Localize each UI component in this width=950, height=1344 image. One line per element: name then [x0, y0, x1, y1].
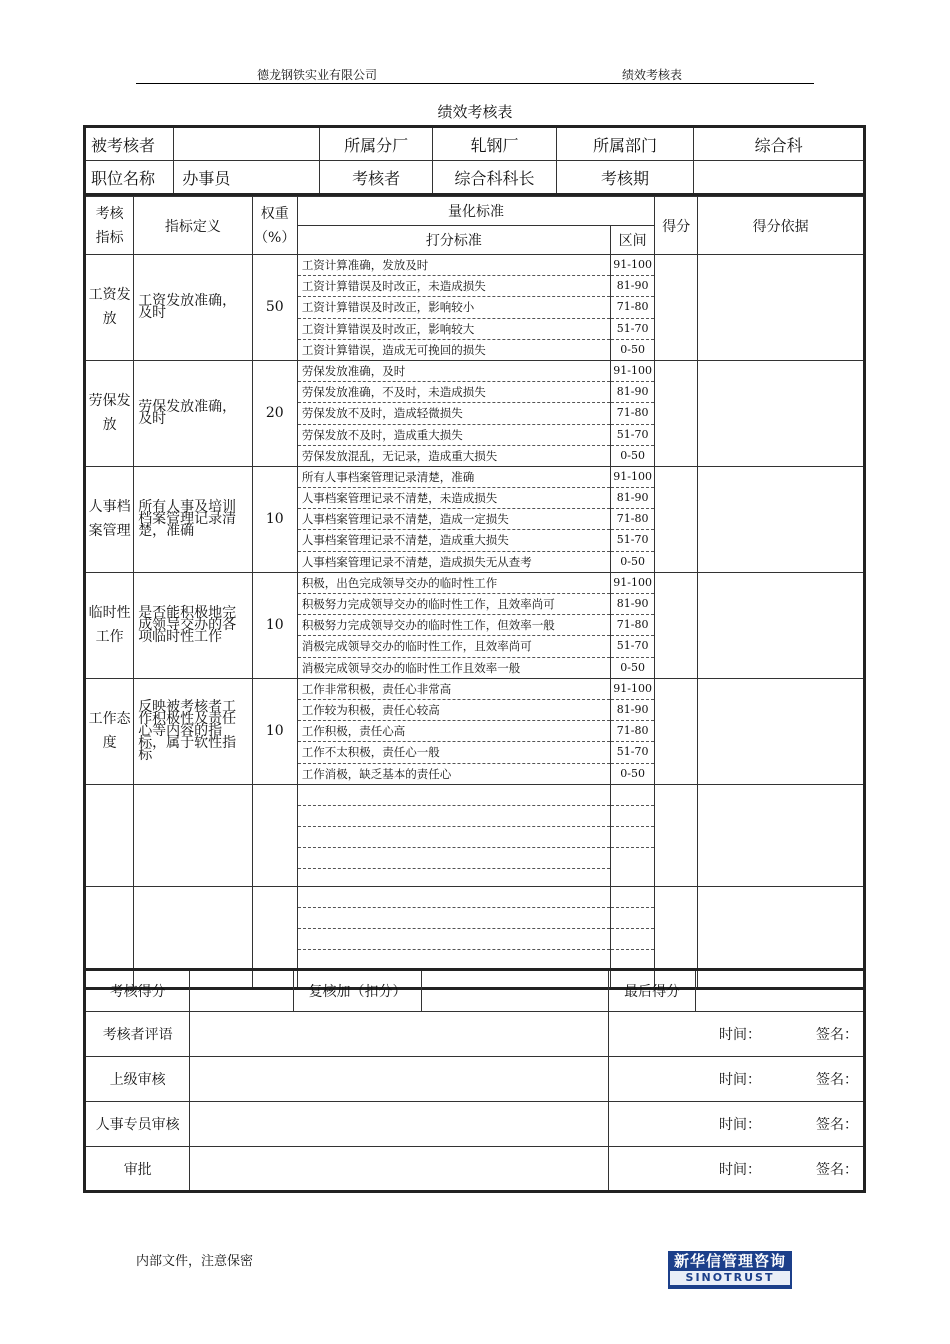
empty-cell[interactable]: [85, 784, 134, 886]
range-line: 91-100: [611, 361, 654, 382]
indicator-name: 工作态度: [85, 678, 134, 784]
empty-ranges: [611, 784, 655, 886]
blank-line: [298, 908, 610, 929]
score-cell[interactable]: [655, 466, 698, 572]
confidential-note: 内部文件，注意保密: [136, 1254, 254, 1269]
logo-en-text: SINOTRUST: [670, 1271, 790, 1285]
blank-line: [611, 785, 654, 806]
blank-line: [611, 908, 654, 929]
range-line: 71-80: [611, 297, 654, 318]
basis-cell[interactable]: [698, 572, 865, 678]
standard-line: 劳保发放准确，不及时，未造成损失: [298, 382, 610, 403]
range-line: 0-50: [620, 660, 645, 674]
blank-line: [611, 806, 654, 827]
standard-line: 劳保发放不及时，造成轻微损失: [298, 403, 610, 424]
range-line: 81-90: [611, 700, 654, 721]
indicator-name: 临时性工作: [85, 572, 134, 678]
standard-line: 所有人事档案管理记录清楚，准确: [298, 467, 610, 488]
header-indicator: 考核指标: [85, 197, 134, 255]
label-score: 考核得分: [85, 970, 190, 1012]
standard-line: 工作较为积极，责任心较高: [298, 700, 610, 721]
empty-cell[interactable]: [252, 784, 297, 886]
indicator-weight: 20: [252, 360, 297, 466]
header-definition: 指标定义: [134, 197, 252, 255]
standard-line: 工作非常积极，责任心非常高: [298, 679, 610, 700]
review-row: [85, 1012, 865, 1057]
range-line: 81-90: [611, 594, 654, 615]
indicator-definition: 所有人事及培训档案管理记录清楚，准确: [134, 466, 252, 572]
range-line: 0-50: [620, 554, 645, 568]
scoring-standards: [297, 678, 610, 784]
header-weight-unit: （%）: [254, 229, 296, 246]
value-final[interactable]: [696, 970, 865, 1012]
range-line: 51-70: [611, 530, 654, 551]
indicator-name: 人事档案管理: [85, 466, 134, 572]
value-assessor: 综合科科长: [433, 161, 556, 195]
range-line: 51-70: [611, 319, 654, 340]
indicator-name: 工资发放: [85, 255, 134, 361]
range-line: 0-50: [620, 342, 645, 356]
blank-line: [298, 929, 610, 950]
value-department: 综合科: [694, 127, 865, 161]
standard-line: 消极完成领导交办的临时性工作且效率一般: [301, 660, 521, 675]
indicator-row: [85, 255, 865, 361]
range-line: 91-100: [611, 255, 654, 276]
indicator-row: [85, 572, 865, 678]
header-scoring: 打分标准: [297, 226, 610, 255]
standard-line: 工作消极，缺乏基本的责任心: [301, 766, 452, 781]
blank-line: [298, 806, 610, 827]
review-signature[interactable]: [608, 1012, 864, 1057]
review-row: [85, 1057, 865, 1102]
table-header-row-1: [85, 197, 865, 226]
logo-cn-text: 新华信管理咨询: [673, 1252, 786, 1270]
blank-line: [611, 929, 654, 950]
standard-line: 人事档案管理记录不清楚，造成一定损失: [298, 509, 610, 530]
label-recheck: 复核加（扣分）: [293, 970, 421, 1012]
label-employee: 被考核者: [85, 127, 174, 161]
header-rule: [136, 83, 814, 84]
blank-line: [611, 848, 654, 868]
blank-line: [611, 827, 654, 848]
score-ranges: [611, 572, 655, 678]
indicator-name: 劳保发放: [85, 360, 134, 466]
sinotrust-logo: [668, 1251, 792, 1289]
standard-line: 劳保发放混乱，无记录，造成重大损失: [301, 448, 498, 463]
range-line: 51-70: [611, 425, 654, 446]
range-line: 91-100: [611, 467, 654, 488]
header-score: 得分: [655, 197, 698, 255]
review-comment[interactable]: [190, 1147, 609, 1192]
employee-info-table: [83, 125, 866, 196]
header-range: 区间: [611, 226, 655, 255]
review-comment[interactable]: [190, 1057, 609, 1102]
standard-line: 工资计算错误及时改正，影响较小: [298, 297, 610, 318]
range-line: 0-50: [620, 448, 645, 462]
range-line: 81-90: [611, 382, 654, 403]
review-signature[interactable]: [608, 1057, 864, 1102]
review-comment[interactable]: [190, 1102, 609, 1147]
review-signature[interactable]: [608, 1147, 864, 1192]
score-ranges: [611, 466, 655, 572]
standard-line: 积极，出色完成领导交办的临时性工作: [298, 573, 610, 594]
time-label: 时间：: [718, 1027, 761, 1043]
time-label: 时间：: [718, 1161, 761, 1178]
indicator-definition: 反映被考核者工作积极性及责任心等内容的指标，属于软性指标: [134, 678, 252, 784]
value-recheck[interactable]: [422, 970, 609, 1012]
review-label: 考核者评语: [85, 1012, 190, 1057]
value-period[interactable]: [694, 161, 865, 195]
header-basis: 得分依据: [698, 197, 865, 255]
scoring-standards: [297, 255, 610, 361]
standard-line: 工作不太积极，责任心一般: [298, 742, 610, 763]
indicator-row: [85, 360, 865, 466]
score-ranges: [611, 360, 655, 466]
range-line: 81-90: [611, 488, 654, 509]
blank-line: [298, 848, 610, 869]
indicator-weight: 50: [252, 255, 297, 361]
score-ranges: [611, 255, 655, 361]
score-cell[interactable]: [655, 572, 698, 678]
label-final: 最后得分: [608, 970, 695, 1012]
review-row: [85, 1102, 865, 1147]
header-quant: 量化标准: [297, 197, 654, 226]
review-table: [83, 968, 866, 1193]
range-line: 71-80: [611, 721, 654, 742]
range-line: 71-80: [611, 403, 654, 424]
indicator-row: [85, 678, 865, 784]
standard-line: 人事档案管理记录不清楚，造成损失无从查考: [301, 554, 532, 569]
value-position: 办事员: [174, 161, 320, 195]
indicator-weight: 10: [252, 678, 297, 784]
scoring-standards: [297, 466, 610, 572]
info-row-2: [85, 161, 865, 195]
label-period: 考核期: [556, 161, 694, 195]
basis-cell[interactable]: [698, 255, 865, 361]
value-branch: 轧钢厂: [433, 127, 556, 161]
info-row-1: [85, 127, 865, 161]
standard-line: 消极完成领导交办的临时性工作，且效率尚可: [298, 636, 610, 657]
score-cell[interactable]: [655, 255, 698, 361]
basis-cell[interactable]: [698, 678, 865, 784]
blank-line: [298, 887, 610, 908]
range-line: 71-80: [611, 615, 654, 636]
review-label: 人事专员审核: [85, 1102, 190, 1147]
standard-line: 劳保发放准确，及时: [298, 361, 610, 382]
label-branch: 所属分厂: [319, 127, 432, 161]
score-ranges: [611, 678, 655, 784]
standard-line: 工作积极，责任心高: [298, 721, 610, 742]
review-label: 审批: [85, 1147, 190, 1192]
standard-line: 工资计算错误，造成无可挽回的损失: [301, 342, 486, 357]
standard-line: 积极努力完成领导交办的临时性工作，且效率尚可: [298, 594, 610, 615]
sign-label: 签名：: [815, 1161, 858, 1178]
blank-line: [298, 827, 610, 848]
review-row: [85, 1147, 865, 1192]
range-line: 71-80: [611, 509, 654, 530]
standard-line: 工资计算错误及时改正，影响较大: [298, 319, 610, 340]
indicator-definition: 劳保发放准确，及时: [134, 360, 252, 466]
scoring-standards: [297, 572, 610, 678]
range-line: 81-90: [611, 276, 654, 297]
time-label: 时间：: [718, 1072, 761, 1088]
score-cell[interactable]: [655, 678, 698, 784]
range-line: 0-50: [620, 766, 645, 780]
review-comment[interactable]: [190, 1012, 609, 1057]
basis-cell[interactable]: [698, 360, 865, 466]
standard-line: 工资计算准确，发放及时: [298, 255, 610, 276]
label-position: 职位名称: [85, 161, 174, 195]
range-line: 51-70: [611, 636, 654, 657]
value-score[interactable]: [190, 970, 293, 1012]
empty-cell[interactable]: [655, 784, 698, 886]
score-cell[interactable]: [655, 360, 698, 466]
summary-row: [85, 970, 865, 1012]
indicator-table: [83, 196, 866, 990]
empty-cell[interactable]: [698, 784, 865, 886]
indicator-definition: 是否能积极地完成领导交办的各项临时性工作: [134, 572, 252, 678]
range-line: 91-100: [611, 679, 654, 700]
blank-line: [611, 887, 654, 908]
standard-line: 人事档案管理记录不清楚，造成重大损失: [298, 530, 610, 551]
header-weight-label: 权重: [260, 205, 289, 222]
standard-line: 工资计算错误及时改正，未造成损失: [298, 276, 610, 297]
value-employee[interactable]: [174, 127, 320, 161]
blank-line: [298, 785, 610, 806]
sign-label: 签名：: [815, 1027, 858, 1043]
range-line: 51-70: [611, 742, 654, 763]
header-doc-name: 绩效考核表: [622, 68, 683, 82]
empty-standards: [297, 784, 610, 886]
header-weight: [252, 197, 297, 255]
standard-line: 人事档案管理记录不清楚，未造成损失: [298, 488, 610, 509]
sign-label: 签名：: [815, 1072, 858, 1088]
indicator-definition: 工资发放准确，及时: [134, 255, 252, 361]
range-line: 91-100: [611, 573, 654, 594]
time-label: 时间：: [718, 1117, 761, 1133]
basis-cell[interactable]: [698, 466, 865, 572]
document-title: 绩效考核表: [437, 103, 513, 121]
indicator-row: [85, 466, 865, 572]
indicator-weight: 10: [252, 466, 297, 572]
indicator-weight: 10: [252, 572, 297, 678]
scoring-standards: [297, 360, 610, 466]
label-department: 所属部门: [556, 127, 694, 161]
label-assessor: 考核者: [319, 161, 432, 195]
empty-indicator-row: [85, 784, 865, 886]
header-company: 德龙钢铁实业有限公司: [257, 68, 378, 82]
standard-line: 劳保发放不及时，造成重大损失: [298, 425, 610, 446]
standard-line: 积极努力完成领导交办的临时性工作，但效率一般: [298, 615, 610, 636]
empty-cell[interactable]: [134, 784, 252, 886]
review-label: 上级审核: [85, 1057, 190, 1102]
sign-label: 签名：: [815, 1117, 858, 1133]
review-signature[interactable]: [608, 1102, 864, 1147]
